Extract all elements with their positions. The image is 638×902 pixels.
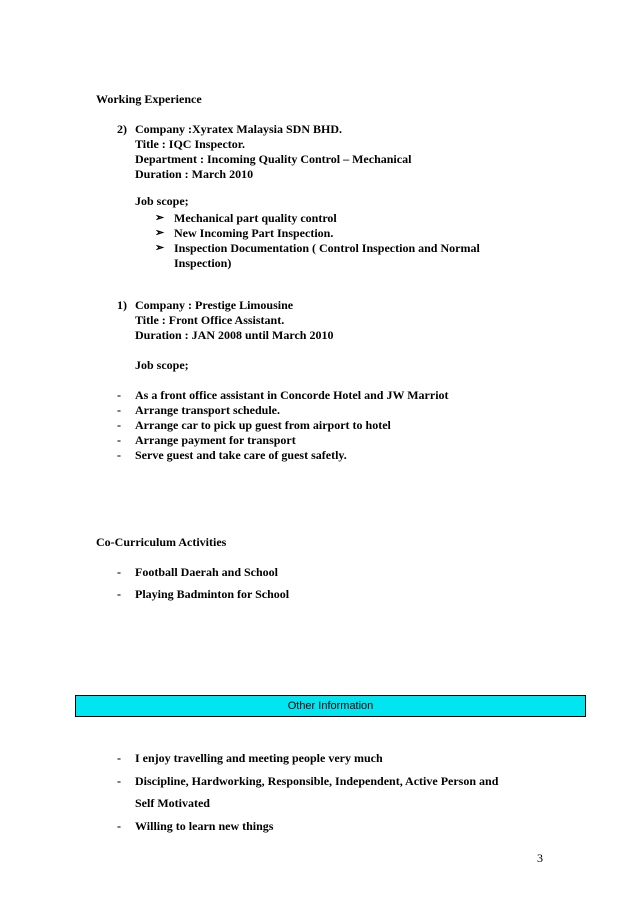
job2-duration: Duration : March 2010 (135, 167, 254, 181)
job2-department: Department : Incoming Quality Control – Mechanical (135, 152, 412, 166)
dash-bullet: - (117, 565, 121, 579)
job1-number: 1) (117, 298, 127, 312)
job2-scope-item: New Incoming Part Inspection. (174, 226, 334, 240)
job1-duty: Arrange payment for transport (135, 433, 296, 447)
dash-bullet: - (117, 774, 121, 788)
arrow-bullet-icon: ➢ (155, 242, 165, 254)
job1-scope-label: Job scope; (135, 358, 189, 372)
other-information-heading: Other Information (287, 700, 374, 712)
dash-bullet: - (117, 388, 121, 402)
job2-scope-item: Inspection Documentation ( Control Inspection and Normal (174, 241, 480, 255)
other-item: Discipline, Hardworking, Responsible, Independent, Active Person and (135, 774, 499, 788)
dash-bullet: - (117, 751, 121, 765)
job2-scope-item-continuation: Inspection) (174, 256, 232, 270)
other-item: Willing to learn new things (135, 819, 274, 833)
dash-bullet: - (117, 819, 121, 833)
job1-duty: Arrange car to pick up guest from airport to hotel (135, 418, 391, 432)
cocurriculum-item: Playing Badminton for School (135, 587, 290, 601)
job1-duty: As a front office assistant in Concorde Hotel and JW Marriot (135, 388, 449, 402)
job2-scope-item: Mechanical part quality control (174, 211, 337, 225)
section-heading-cocurriculum: Co-Curriculum Activities (96, 535, 227, 549)
job1-title: Title : Front Office Assistant. (135, 313, 285, 327)
job2-company: Company :Xyratex Malaysia SDN BHD. (135, 122, 342, 136)
arrow-bullet-icon: ➢ (155, 227, 165, 239)
cocurriculum-item: Football Daerah and School (135, 565, 279, 579)
job1-duty: Arrange transport schedule. (135, 403, 280, 417)
job2-number: 2) (117, 122, 127, 136)
dash-bullet: - (117, 433, 121, 447)
job1-duration: Duration : JAN 2008 until March 2010 (135, 328, 334, 342)
job1-duty: Serve guest and take care of guest safetly. (135, 448, 347, 462)
other-item: I enjoy travelling and meeting people very much (135, 751, 383, 765)
dash-bullet: - (117, 418, 121, 432)
job2-title: Title : IQC Inspector. (135, 137, 246, 151)
section-heading-working-experience: Working Experience (96, 92, 202, 106)
arrow-bullet-icon: ➢ (155, 212, 165, 224)
dash-bullet: - (117, 587, 121, 601)
job1-company: Company : Prestige Limousine (135, 298, 294, 312)
dash-bullet: - (117, 448, 121, 462)
job2-scope-label: Job scope; (135, 194, 189, 208)
other-information-banner (75, 695, 586, 717)
page-number: 3 (537, 851, 543, 865)
dash-bullet: - (117, 403, 121, 417)
other-item-continuation: Self Motivated (135, 796, 210, 810)
